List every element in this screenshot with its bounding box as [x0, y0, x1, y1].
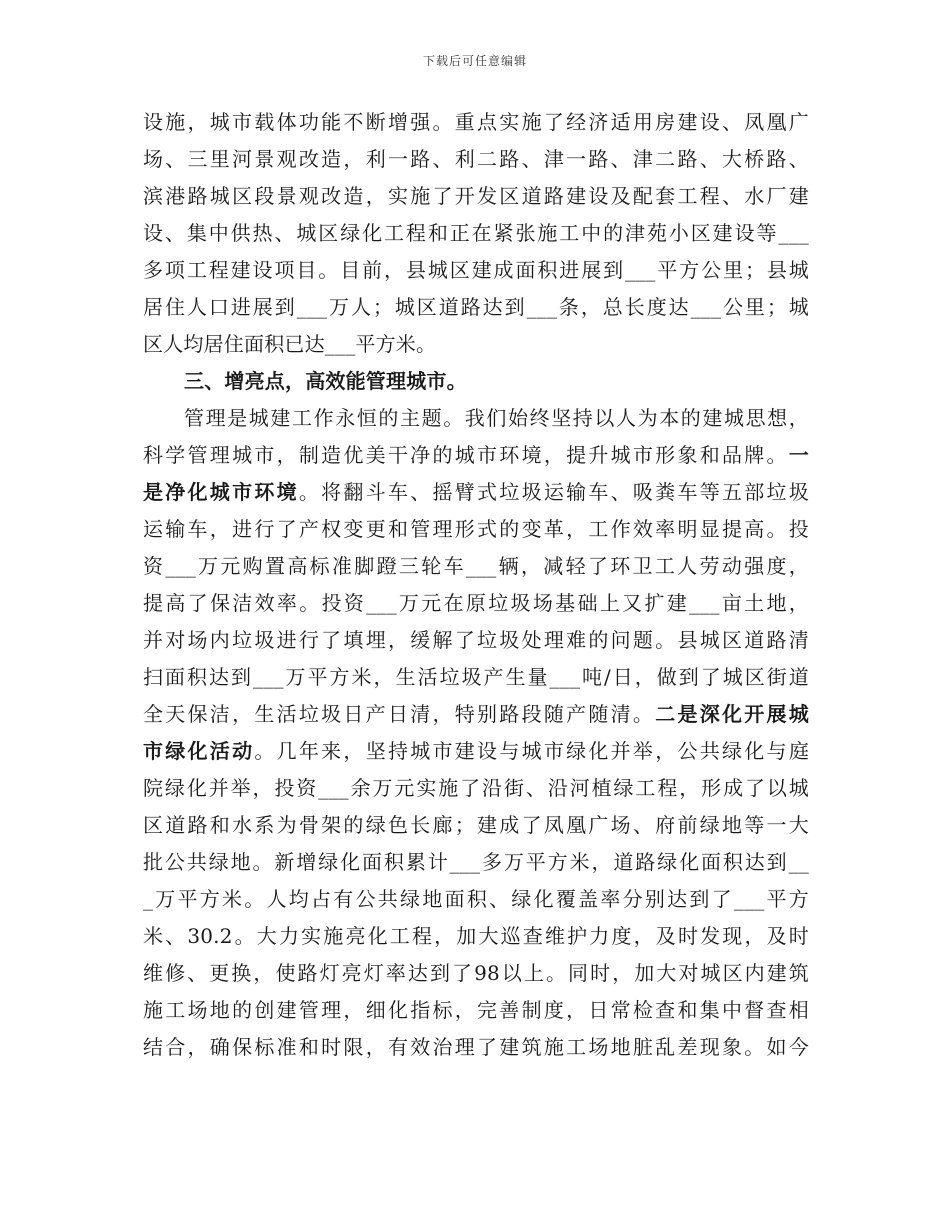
text-line: 扫面积达到___万平方米，生活垃圾产生量___吨/日，做到了城区街道 — [143, 665, 809, 689]
text-line: 资___万元购置高标准脚蹬三轮车___辆，减轻了环卫工人劳动强度， — [143, 554, 809, 578]
text-line: 区人均居住面积已达___平方米。 — [143, 332, 437, 356]
bold-phrase: 是净化城市环境 — [143, 480, 299, 504]
bold-phrase: 一 — [788, 443, 809, 467]
text-line: 区道路和水系为骨架的绿色长廊；建成了凤凰广场、府前绿地等一大 — [143, 813, 809, 837]
document-body — [143, 104, 809, 1066]
section-heading: 三、增亮点，高效能管理城市。 — [184, 369, 467, 393]
text-line: 施工场地的创建管理，细化指标，完善制度，日常检查和集中督查相 — [143, 998, 809, 1022]
text-line: 设施，城市载体功能不断增强。重点实施了经济适用房建设、凤凰广 — [143, 110, 809, 134]
text-line: 提高了保洁效率。投资___万元在原垃圾场基础上又扩建___亩土地， — [143, 591, 809, 615]
text-line: 市绿化活动。几年来，坚持城市建设与城市绿化并举，公共绿化与庭 — [143, 739, 810, 763]
text-line: 院绿化并举，投资___余万元实施了沿街、沿河植绿工程，形成了以城 — [143, 776, 809, 800]
text-line: 场、三里河景观改造，利一路、利二路、津一路、津二路、大桥路、 — [143, 147, 809, 171]
text-line: 设、集中供热、城区绿化工程和正在紧张施工中的津苑小区建设等___ — [143, 221, 809, 245]
text-line: 多项工程建设项目。目前，县城区建成面积进展到___平方公里；县城 — [143, 258, 809, 282]
text-line: 滨港路城区段景观改造，实施了开发区道路建设及配套工程、水厂建 — [143, 184, 809, 208]
text-line: 管理是城建工作永恒的主题。我们始终坚持以人为本的建城思想， — [184, 406, 809, 430]
bold-phrase: 二是深化开展城 — [655, 702, 809, 726]
text-line: 科学管理城市，制造优美干净的城市环境，提升城市形象和品牌。一 — [143, 443, 809, 467]
page-header: 下载后可任意编辑 — [422, 54, 527, 68]
text-line: 米、30.2。大力实施亮化工程，加大巡查维护力度，及时发现，及时 — [143, 924, 809, 948]
text-line: 运输车，进行了产权变更和管理形式的变革，工作效率明显提高。投 — [143, 517, 809, 541]
text-line: 结合，确保标准和时限，有效治理了建筑施工场地脏乱差现象。如今 — [143, 1035, 809, 1059]
text-line: 并对场内垃圾进行了填埋，缓解了垃圾处理难的问题。县城区道路清 — [143, 628, 809, 652]
text-line: _万平方米。人均占有公共绿地面积、绿化覆盖率分别达到了___平方 — [143, 887, 809, 911]
bold-phrase: 市绿化活动 — [143, 739, 255, 763]
text-line: 是净化城市环境。将翻斗车、摇臂式垃圾运输车、吸粪车等五部垃圾 — [143, 480, 809, 504]
text-line: 维修、更换，使路灯亮灯率达到了98以上。同时，加大对城区内建筑 — [143, 961, 809, 985]
text-line: 全天保洁，生活垃圾日产日清，特别路段随产随清。二是深化开展城 — [143, 702, 809, 726]
text-line: 居住人口进展到___万人；城区道路达到___条，总长度达___公里；城 — [143, 295, 809, 319]
text-line: 批公共绿地。新增绿化面积累计___多万平方米，道路绿化面积达到__ — [143, 850, 809, 874]
